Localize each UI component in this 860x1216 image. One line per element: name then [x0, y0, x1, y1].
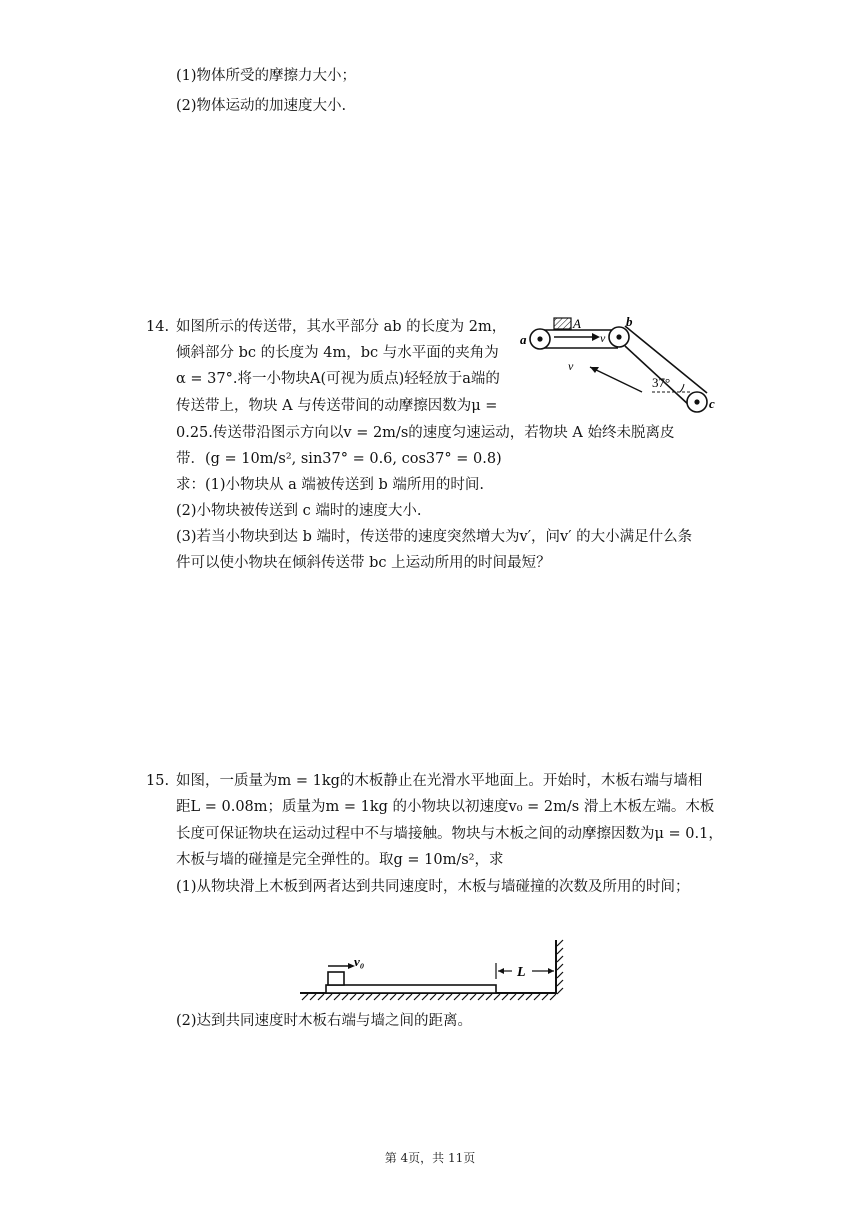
- label-v-top: v: [600, 331, 606, 345]
- label-L: L: [517, 965, 526, 980]
- q14-line-3: α = 37°.将一小物块A(可视为质点)轻轻放于a端的: [176, 371, 500, 387]
- q14-line-7: 求：(1)小物块从 a 端被传送到 b 端所用的时间.: [176, 477, 485, 493]
- q15-line-2: 距L = 0.08m；质量为m = 1kg 的小物块以初速度v₀ = 2m/s 滑上木板左端。木板: [176, 799, 715, 815]
- label-b: b: [626, 314, 633, 329]
- label-a: a: [520, 332, 527, 347]
- q15-line-1: 如图，一质量为m = 1kg的木板静止在光滑水平地面上。开始时，木板右端与墙相: [176, 773, 703, 789]
- q14-line-1: 如图所示的传送带，其水平部分 ab 的长度为 2m，: [176, 319, 507, 335]
- question-15-number: 15.: [146, 773, 170, 789]
- q15-line-3: 长度可保证物块在运动过程中不与墙接触。物块与木板之间的动摩擦因数为μ = 0.1，: [176, 826, 723, 842]
- top-line-1: (1)物体所受的摩擦力大小；: [176, 68, 357, 84]
- q14-line-9: (3)若当小物块到达 b 端时，传送带的速度突然增大为v′，问v′ 的大小满足什么条: [176, 529, 693, 545]
- q14-line-2: 倾斜部分 bc 的长度为 4m，bc 与水平面的夹角为: [176, 345, 499, 361]
- q14-line-6: 带．(g = 10m/s², sin37° = 0.6, cos37° = 0.8): [176, 451, 502, 467]
- ground-hatching: [302, 994, 556, 1000]
- label-block-A: A: [573, 316, 581, 331]
- question-14-number: 14.: [146, 319, 170, 335]
- label-v0: v₀: [354, 954, 365, 969]
- q14-line-8: (2)小物块被传送到 c 端时的速度大小.: [176, 503, 422, 519]
- q14-line-10: 件可以使小物块在倾斜传送带 bc 上运动所用的时间最短？: [176, 555, 551, 571]
- page-footer: 第 4页，共 11页: [384, 1151, 476, 1165]
- q15-part2: (2)达到共同速度时木板右端与墙之间的距离。: [176, 1013, 473, 1029]
- angle-label: 37°: [652, 375, 671, 390]
- label-c: c: [709, 396, 715, 411]
- label-v-bottom: v: [568, 359, 574, 373]
- wall-hatching: [557, 940, 563, 994]
- q14-line-5: 0.25.传送带沿图示方向以v = 2m/s的速度匀速运动，若物块 A 始终未脱离皮: [176, 425, 675, 441]
- q15-line-4: 木板与墙的碰撞是完全弹性的。取g = 10m/s²，求: [176, 852, 504, 868]
- conveyor-belt-diagram: [512, 306, 722, 418]
- top-line-2: (2)物体运动的加速度大小.: [176, 98, 347, 114]
- q14-line-4: 传送带上，物块 A 与传送带间的动摩擦因数为μ =: [176, 398, 498, 414]
- q15-line-5: (1)从物块滑上木板到两者达到共同速度时，木板与墙碰撞的次数及所用的时间；: [176, 879, 690, 895]
- board-wall-diagram: [298, 936, 566, 1008]
